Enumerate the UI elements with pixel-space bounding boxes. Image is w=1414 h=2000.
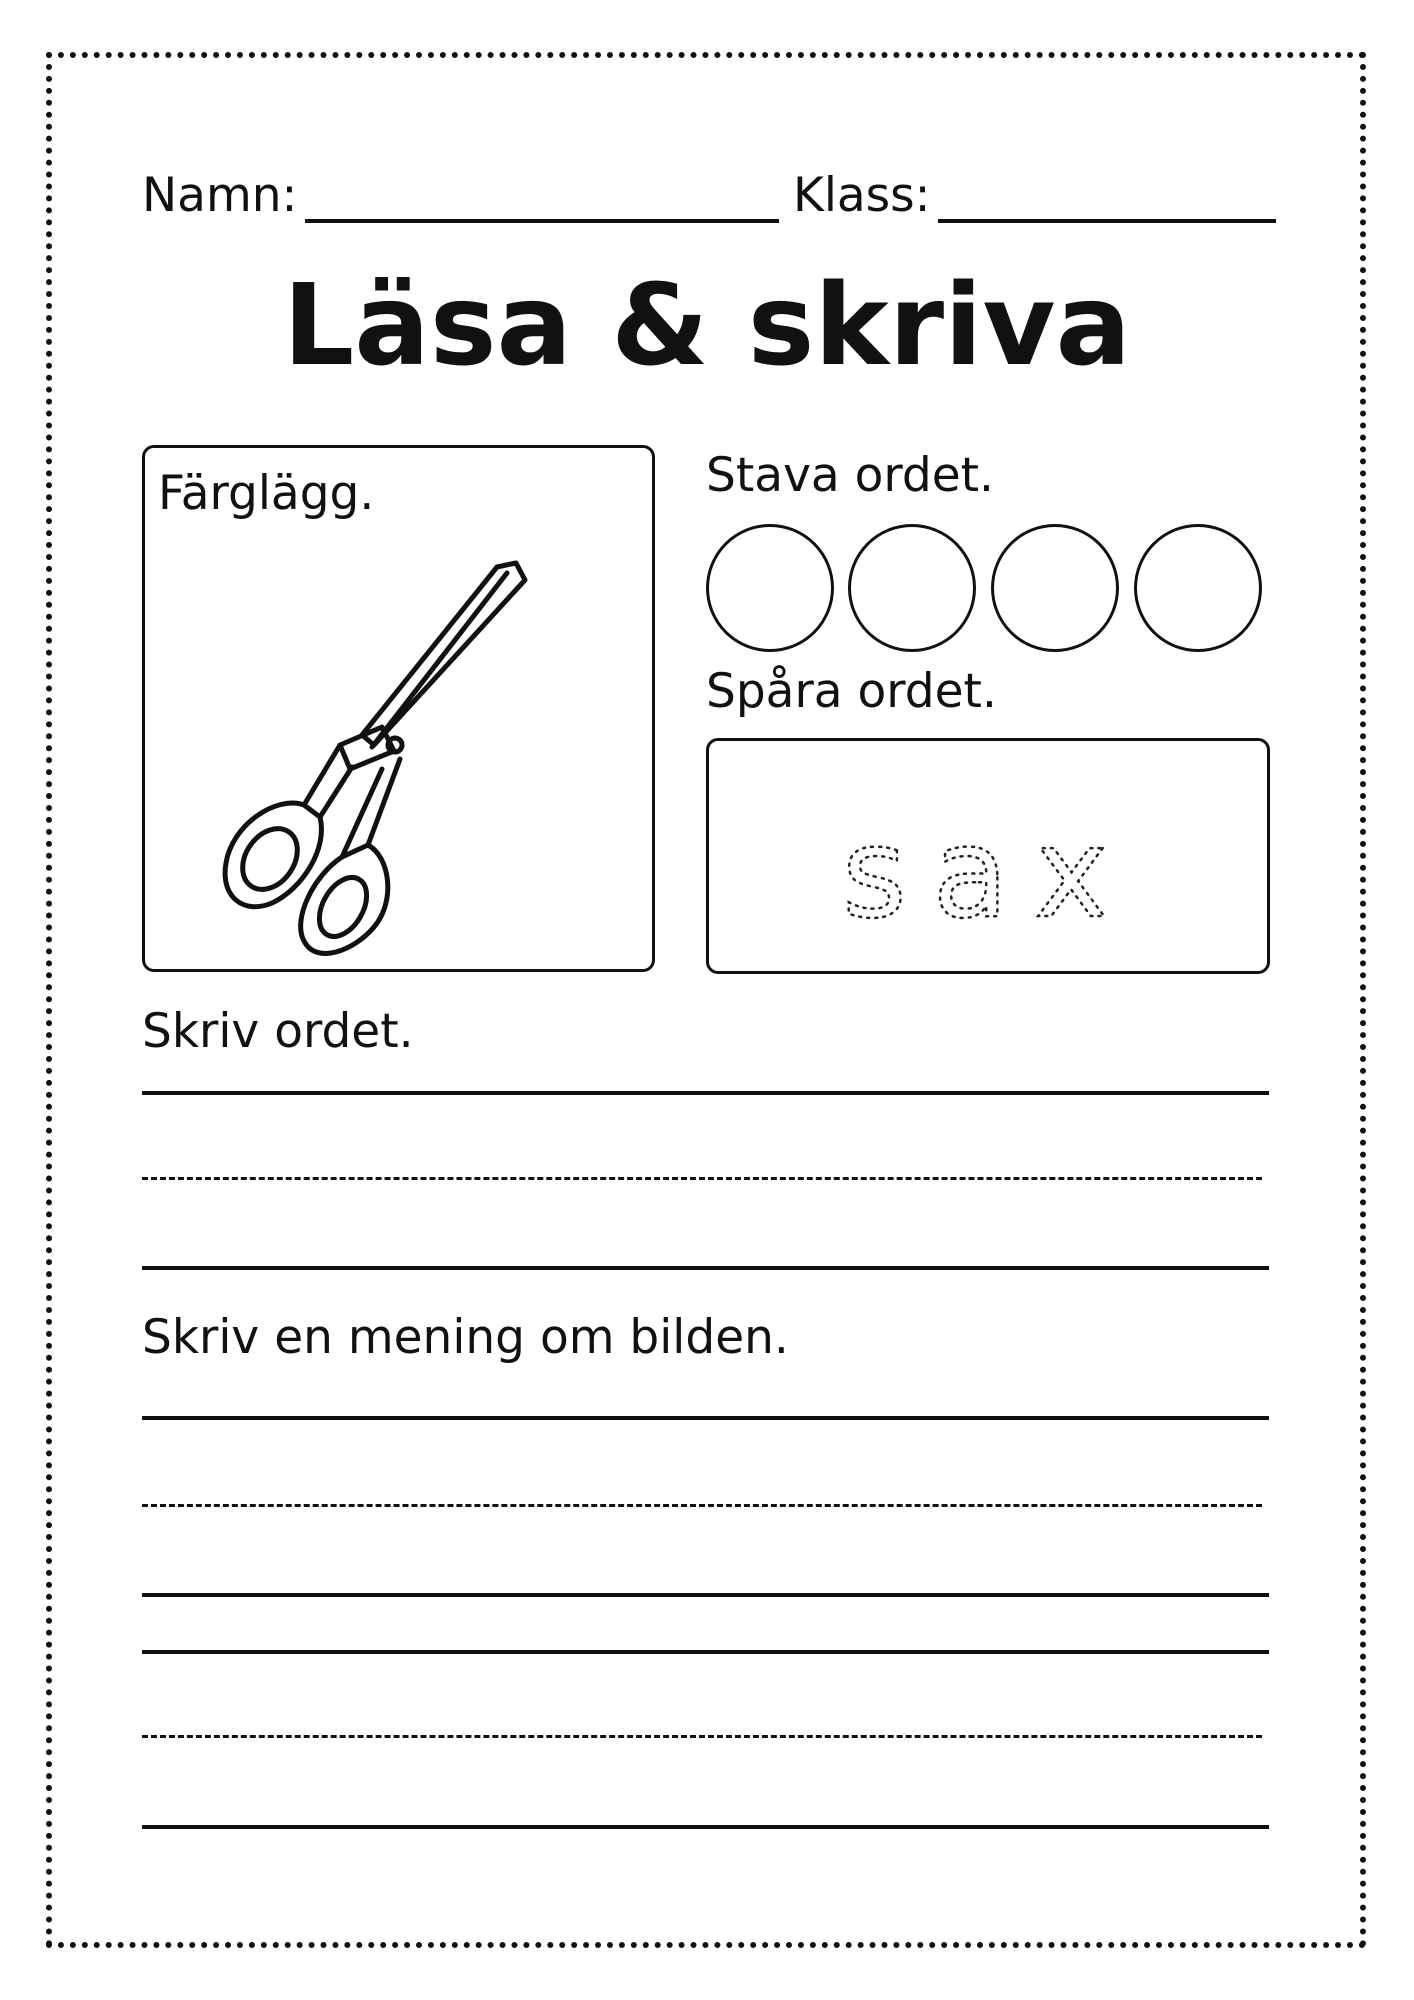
- write-word-base-line[interactable]: [142, 1266, 1269, 1270]
- class-label: Klass:: [793, 168, 931, 223]
- sentence-mid-line-2: [142, 1735, 1262, 1738]
- trace-label: Spåra ordet.: [706, 664, 997, 719]
- write-word-mid-line: [142, 1177, 1262, 1180]
- letter-circle[interactable]: [1134, 524, 1262, 652]
- name-label: Namn:: [142, 168, 298, 223]
- sentence-top-line-1[interactable]: [142, 1416, 1269, 1420]
- sentence-base-line-1[interactable]: [142, 1593, 1269, 1597]
- scissors-icon: [142, 445, 655, 972]
- sentence-mid-line-1: [142, 1504, 1262, 1507]
- sentence-base-line-2[interactable]: [142, 1825, 1269, 1829]
- write-sentence-label: Skriv en mening om bilden.: [142, 1310, 789, 1365]
- class-field[interactable]: [938, 219, 1276, 223]
- name-field[interactable]: [305, 219, 779, 223]
- letter-circle[interactable]: [848, 524, 976, 652]
- letter-circle[interactable]: [991, 524, 1119, 652]
- spell-label: Stava ordet.: [706, 448, 994, 503]
- coloring-label: Färglägg.: [158, 466, 375, 521]
- trace-word: [706, 738, 1270, 974]
- write-word-top-line[interactable]: [142, 1091, 1269, 1095]
- page-title: Läsa & skriva: [282, 261, 1132, 391]
- svg-text:sax: sax: [842, 802, 1134, 946]
- sentence-top-line-2[interactable]: [142, 1650, 1269, 1654]
- letter-circle[interactable]: [706, 524, 834, 652]
- write-word-label: Skriv ordet.: [142, 1004, 414, 1059]
